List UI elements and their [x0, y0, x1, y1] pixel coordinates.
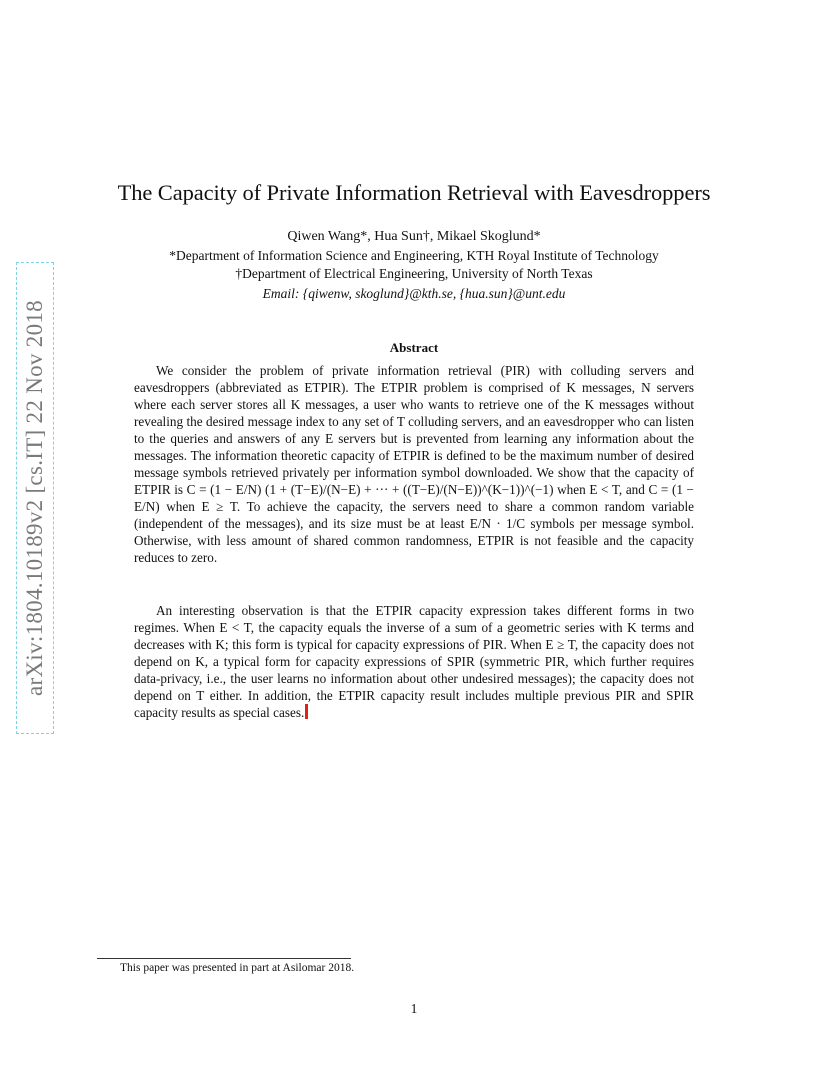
affiliation-unt: †Department of Electrical Engineering, University of North Texas — [235, 266, 593, 281]
author-emails: Email: {qiwenw, skoglund}@kth.se, {hua.sun}@unt.edu — [262, 286, 566, 301]
arxiv-identifier: arXiv:1804.10189v2 [cs.IT] 22 Nov 2018 — [22, 300, 47, 696]
arxiv-stamp — [16, 262, 54, 734]
abstract-paragraph-1-text: We consider the problem of private information retrieval (PIR) with colluding servers and eavesdroppers (abbreviated as ETPIR). The ETPIR problem is comprised of K messages, N servers where each server stores all K messages, a user who wants to retrieve one of the K messages without revealing the desired message index to any set of T colluding servers, and an eavesdropper who can listen to the queries and answers of any E servers but is prevented from learning any information about the messages. The information theoretic capacity of ETPIR is defined to be the maximum number of desired message symbols retrieved privately per information symbol downloaded. We show that the capacity of ETPIR is C = (1 − E/N) (1 + (T−E)/(N−E) + ··· + ((T−E)/(N−E))^(K−1))^(−1) when E < T, and C = (1 − E/N) when E ≥ T. To achieve the capacity, the servers need to share a common random variable (independent of the messages), and its size must be at least E/N · 1/C symbols per message symbol. Otherwise, with less amount of shared common randomness, ETPIR is not feasible and the capacity reduces to zero. — [134, 363, 694, 565]
footnote-divider — [97, 958, 351, 959]
paper-title: The Capacity of Private Information Retrieval with Eavesdroppers — [117, 180, 711, 205]
abstract-paragraph-2 — [134, 602, 694, 721]
author-list: Qiwen Wang*, Hua Sun†, Mikael Skoglund* — [287, 229, 541, 244]
page-number: 1 — [410, 1001, 418, 1016]
abstract-paragraph-2-text: An interesting observation is that the ETPIR capacity expression takes different forms in two regimes. When E < T, the capacity equals the inverse of a sum of a geometric series with K terms and decreases with K; this form is typical for capacity expressions of PIR. When E ≥ T, the capacity does not depend on K, a typical form for capacity expressions of SPIR (symmetric PIR, which further requires data-privacy, i.e., the user learns no information about other undesired messages); the capacity does not depend on T either. In addition, the ETPIR capacity result includes multiple previous PIR and SPIR capacity results as special cases. — [134, 603, 694, 720]
affiliation-kth: *Department of Information Science and Engineering, KTH Royal Institute of Technology — [169, 248, 659, 263]
abstract-paragraph-1 — [134, 362, 694, 566]
text-cursor-marker — [305, 704, 308, 719]
footnote: This paper was presented in part at Asilomar 2018. — [120, 962, 355, 974]
abstract-heading: Abstract — [389, 340, 439, 355]
